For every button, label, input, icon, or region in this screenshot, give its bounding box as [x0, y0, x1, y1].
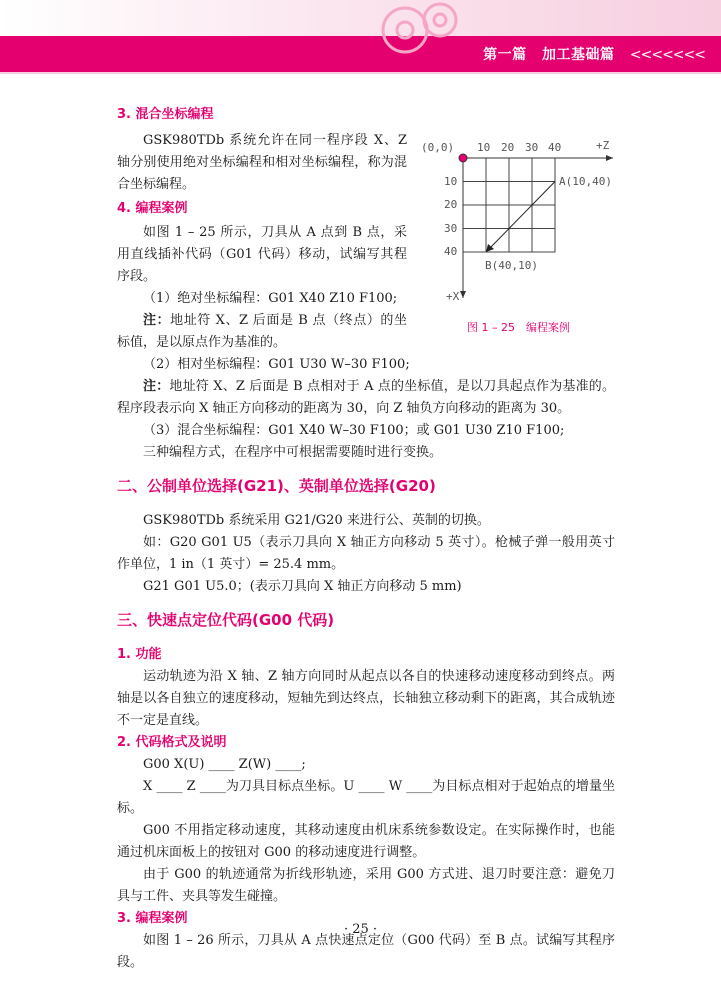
chevrons-icon: <<<<<<< [629, 47, 705, 63]
point-a-label: A(10,40) [559, 175, 612, 188]
paragraph-mixed-coordinate: GSK980TDb 系统允许在同一程序段 X、Z 轴分别使用绝对坐标编程和相对坐标编程，称为混合坐标编程。 [117, 133, 407, 192]
x-tick-40: 40 [444, 245, 458, 258]
paragraph-note-1 [117, 310, 407, 354]
heading-g00: 三、快速点定位代码(G00 代码) [117, 611, 335, 629]
page-body [117, 104, 615, 974]
heading-programming-case: 4. 编程案例 [117, 201, 188, 216]
x-tick-30: 30 [444, 222, 458, 235]
x-tick-10: 10 [444, 175, 458, 188]
note-text: 地址符 X、Z 后面是 B 点（终点）的坐标值，是以原点作为基准的。 [117, 313, 407, 350]
paragraph-unit-1: GSK980TDb 系统采用 G21/G20 来进行公、英制的切换。 [143, 513, 490, 528]
paragraph-format: G00 X(U) ____ Z(W) ____; [143, 757, 306, 772]
heading-format: 2. 代码格式及说明 [117, 735, 227, 750]
paragraph-unit-3: G21 G01 U5.0；(表示刀具向 X 轴正方向移动 5 mm) [143, 579, 462, 594]
note-label: 注： [143, 313, 171, 328]
origin-label: (0,0) [421, 141, 455, 154]
header-part: 第一篇 [483, 47, 527, 63]
figure-caption: 图 1 – 25 编程案例 [467, 321, 570, 334]
z-axis-label: +Z [596, 139, 610, 152]
z-tick-10: 10 [477, 141, 491, 154]
heading-case-2: 3. 编程案例 [117, 911, 188, 926]
point-b-label: B(40,10) [485, 259, 538, 272]
paragraph-unit-2: 如：G20 G01 U5（表示刀具向 X 轴正方向移动 5 英寸）。枪械子弹一般用英寸作单位，1 in（1 英寸）= 25.4 mm。 [117, 535, 615, 572]
paragraph-case-2: 如图 1 – 26 所示，刀具从 A 点快速点定位（G00 代码）至 B 点。试编写其程序段。 [117, 933, 615, 970]
paragraph-case-intro: 如图 1 – 25 所示，刀具从 A 点到 B 点，采用直线插补代码（G01 代码）移动，试编写其程序段。 [117, 225, 407, 284]
heading-function: 1. 功能 [117, 647, 162, 662]
paragraph-format-desc: X ____ Z ____为刀具目标点坐标。U ____ W ____为目标点相对于起始点的增量坐标。 [117, 779, 615, 816]
header-banner [0, 0, 721, 74]
z-tick-40: 40 [548, 141, 562, 154]
paragraph-relative: （2）相对坐标编程：G01 U30 W–30 F100; [143, 357, 410, 372]
header-title [473, 44, 705, 64]
paragraph-absolute: （1）绝对坐标编程：G01 X40 Z10 F100; [143, 291, 398, 306]
paragraph-summary: 三种编程方式，在程序中可根据需要随时进行变换。 [143, 445, 443, 460]
z-tick-30: 30 [525, 141, 539, 154]
paragraph-function: 运动轨迹为沿 X 轴、Z 轴方向同时从起点以各自的快速移动速度移动到终点。两轴是以各自独立的速度移动，短轴先到达终点，长轴独立移动剩下的距离，其合成轨迹不一定是直线。 [117, 669, 615, 728]
x-axis-label: +X [446, 290, 460, 303]
heading-mixed-coordinate: 3. 混合坐标编程 [117, 107, 214, 122]
paragraph-mixed: （3）混合坐标编程：G01 X40 W–30 F100；或 G01 U30 Z10 F100; [143, 423, 565, 438]
page-number: · 25 · [343, 922, 378, 937]
paragraph-collision: 由于 G00 的轨迹通常为折线形轨迹，采用 G00 方式进、退刀时要注意：避免刀具与工件、夹具等发生碰撞。 [117, 867, 615, 904]
header-section: 加工基础篇 [542, 47, 615, 63]
note-label: 注： [143, 379, 170, 394]
x-tick-20: 20 [444, 198, 458, 211]
paragraph-speed: G00 不用指定移动速度，其移动速度由机床系统参数设定。在实际操作时，也能通过机床面板上的按钮对 G00 的移动速度进行调整。 [117, 823, 615, 860]
heading-unit-selection: 二、公制单位选择(G21)、英制单位选择(G20) [117, 477, 436, 495]
note-text: 地址符 X、Z 后面是 B 点相对于 A 点的坐标值，是以刀具起点作为基准的。程序段表示向 X 轴正方向移动的距离为 30，向 Z 轴负方向移动的距离为 30。 [117, 379, 615, 416]
paragraph-note-2 [117, 376, 615, 420]
z-tick-20: 20 [501, 141, 515, 154]
